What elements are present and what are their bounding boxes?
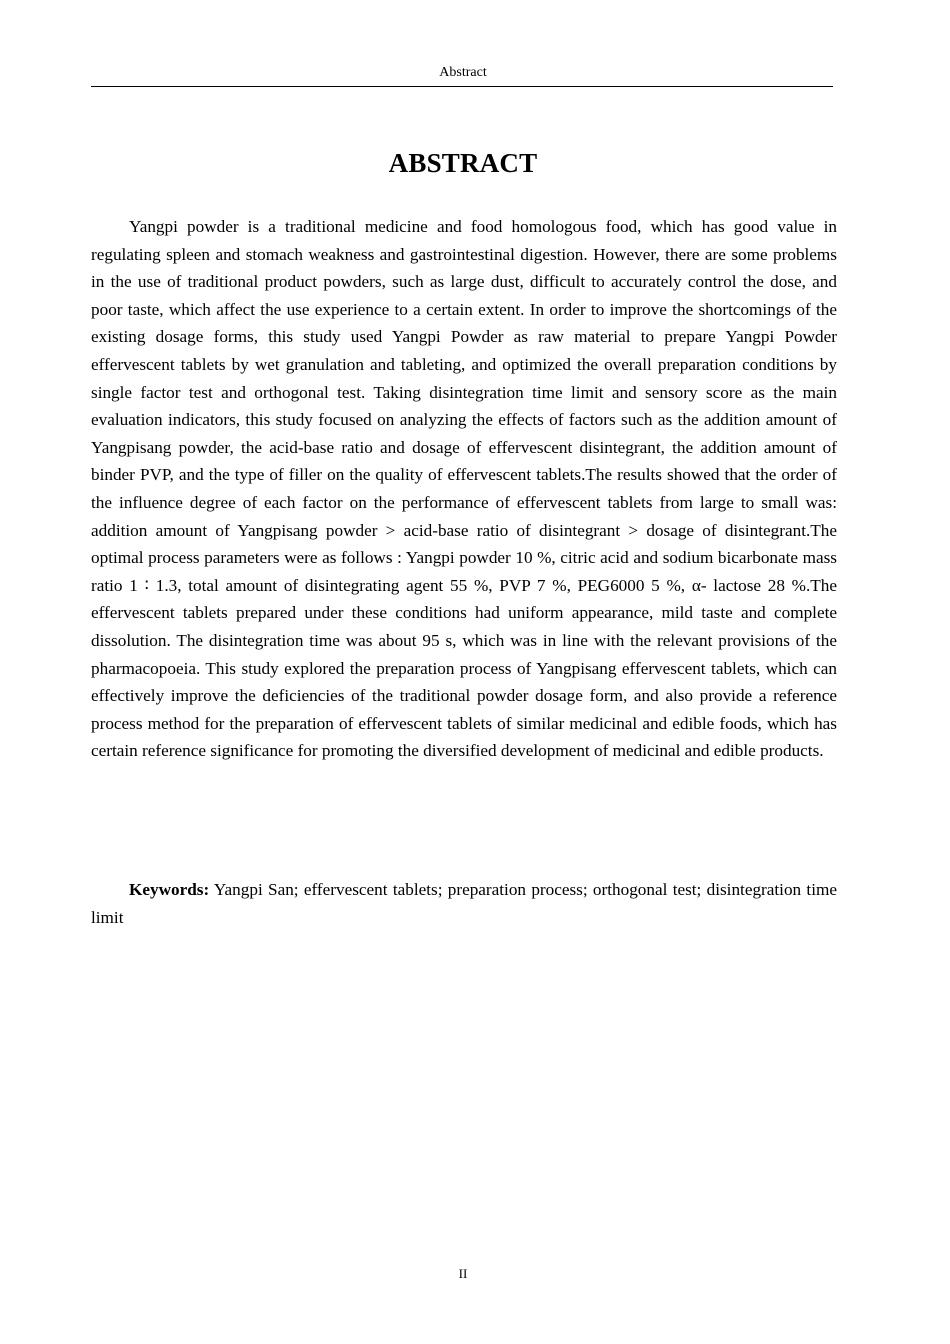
keywords-paragraph bbox=[91, 876, 837, 931]
page-title: ABSTRACT bbox=[388, 148, 538, 178]
running-header: Abstract bbox=[439, 65, 487, 80]
keywords-label: Keywords: bbox=[129, 880, 210, 899]
abstract-paragraph: Yangpi powder is a traditional medicine and food homologous food, which has good value in regulating spleen and stomach weakness and gastrointestinal digestion. However, there are some problems in the use of traditional product powders, such as large dust, difficult to accurately control the dose, and poor taste, which affect the use experience to a certain extent. In order to improve the shortcomings of the existing dosage forms, this study used Yangpi Powder as raw material to prepare Yangpi Powder effervescent tablets by wet granulation and tableting, and optimized the overall preparation conditions by single factor test and orthogonal test. Taking disintegration time limit and sensory score as the main evaluation indicators, this study focused on analyzing the effects of factors such as the addition amount of Yangpisang powder, the acid-base ratio and dosage of effervescent disintegrant, the addition amount of binder PVP, and the type of filler on the quality of effervescent tablets.The results showed that the order of the influence degree of each factor on the performance of effervescent tablets from large to small was: addition amount of Yangpisang powder > acid-base ratio of disintegrant > dosage of disintegrant.The optimal process parameters were as follows : Yangpi powder 10 %, citric acid and sodium bicarbonate mass ratio 1 ∶ 1.3, total amount of disintegrating agent 55 %, PVP 7 %, PEG6000 5 %, α- lactose 28 %.The effervescent tablets prepared under these conditions had uniform appearance, mild taste and complete dissolution. The disintegration time was about 95 s, which was in line with the relevant provisions of the pharmacopoeia. This study explored the preparation process of Yangpisang effervescent tablets, which can effectively improve the deficiencies of the traditional powder dosage form, and also provide a reference process method for the preparation of effervescent tablets of similar medicinal and edible foods, which has certain reference significance for promoting the diversified development of medicinal and edible products. bbox=[91, 217, 837, 761]
page-number: II bbox=[458, 1266, 468, 1281]
keywords-text: Yangpi San; effervescent tablets; preparation process; orthogonal test; disintegration time limit bbox=[91, 880, 837, 927]
header-divider bbox=[91, 86, 833, 87]
